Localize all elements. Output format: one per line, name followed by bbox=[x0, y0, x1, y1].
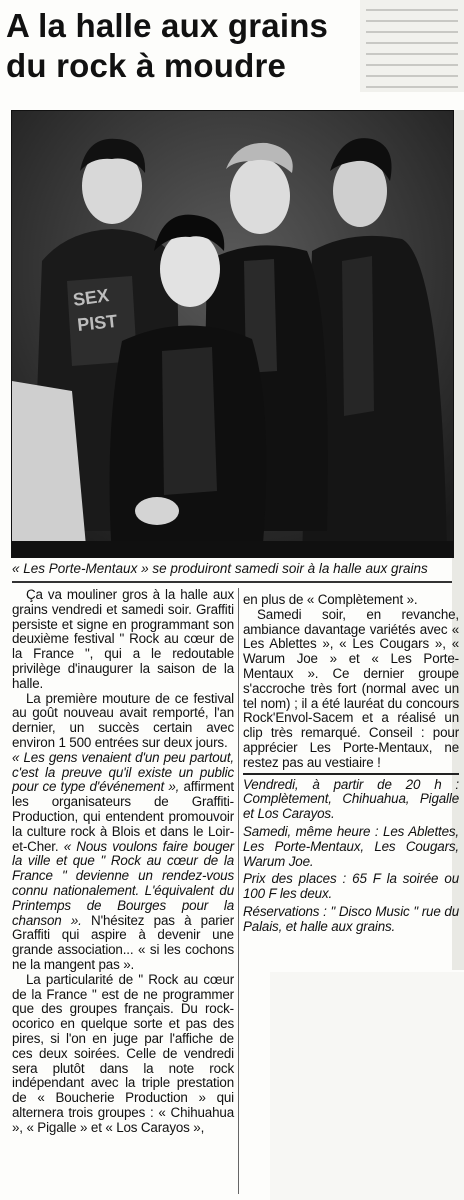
article-column-1 bbox=[12, 588, 234, 1135]
band-photo bbox=[11, 110, 454, 558]
paragraph-6: Samedi soir, en revanche, ambiance davantage variétés avec « Les Ablettes », « Les Cougars », « Warum Joe » et « Les Porte-Mentaux ». Ce dernier groupe s'accroche très fort (normal avec un tel nom) ; il a été lauréat du concours Rock'Envol-Sacem et a réalisé un clip très remarqué. Conseil : pour apprécier Les Porte-Mentaux, ne restez pas au vestiaire ! bbox=[243, 606, 459, 770]
caption-divider bbox=[12, 581, 452, 583]
paragraph-5: en plus de « Complètement ». bbox=[243, 592, 418, 607]
quote-2: « Nous voulons faire bouger la ville et que " Rock au cœur de la France " devienne un rendez-vous connu nationalement. L'équivalent du Printemps de Bourges pour la chanson ». bbox=[12, 838, 234, 928]
paragraph-2: La première mouture de ce festival au goût nouveau avait remporté, l'an dernier, un succès certain avec environ 1 500 entrées sur deux jours. bbox=[12, 690, 234, 750]
paragraph-1: Ça va mouliner gros à la halle aux grains vendredi et samedi soir. Graffiti persiste et signe en programmant son deuxième festival " Rock au cœur de la France ", qui a le redoutable privilège d'inaugurer la saison de la halle. bbox=[12, 587, 234, 691]
tshirt-text-2: PIST bbox=[76, 310, 119, 335]
info-prices: Prix des places : 65 F la soirée ou 100 F les deux. bbox=[243, 871, 459, 902]
info-saturday: Samedi, même heure : Les Ablettes, Les Porte-Mentaux, Les Cougars, Warum Joe. bbox=[243, 823, 459, 869]
quote-1: « Les gens venaient d'un peu partout, c'est la preuve qu'il existe un public pour ce type d'événement », bbox=[12, 749, 234, 795]
headline-line-1: A la halle aux grains bbox=[6, 7, 329, 44]
blank-paper-area bbox=[270, 972, 464, 1200]
paragraph-3-text: affirment les organisateurs de Graffiti-Production, qui entendent promouvoir la culture rock à Blois et dans le Loir-et-Cher. bbox=[12, 779, 235, 854]
paragraph-4: La particularité de " Rock au cœur de la France " est de ne programmer que des groupes français. Du rock-ocorico en quelque sorte et pas des pires, si l'on en juge par l'affiche de ces deux soirées. Celle de vendredi sera plutôt dans la note rock indépendant avec la triple prestation de « Boucherie Production » qui alternera trois groupes : « Chihuahua », « Pigalle » et « Los Carayos », bbox=[12, 971, 234, 1135]
article-headline bbox=[6, 6, 416, 86]
info-divider bbox=[243, 773, 459, 775]
info-friday: Vendredi, à partir de 20 h : Complètement, Chihuahua, Pigalle et Los Carayos. bbox=[243, 776, 459, 822]
band-photo-illustration bbox=[12, 111, 453, 557]
photo-caption: « Les Porte-Mentaux » se produiront samedi soir à la halle aux grains bbox=[12, 561, 428, 576]
headline-line-2: du rock à moudre bbox=[6, 47, 287, 84]
paragraph-3-end: N'hésitez pas à parier Graffiti qui aspire à devenir une grande association... « si les cochons ne la mangent pas ». bbox=[12, 912, 235, 972]
info-reservations: Réservations : " Disco Music " rue du Palais, et halle aux grains. bbox=[243, 903, 459, 934]
article-column-2 bbox=[243, 593, 459, 935]
paragraph-3 bbox=[12, 751, 234, 973]
tshirt-text-1: SEX bbox=[71, 285, 111, 310]
column-divider bbox=[238, 588, 239, 1194]
